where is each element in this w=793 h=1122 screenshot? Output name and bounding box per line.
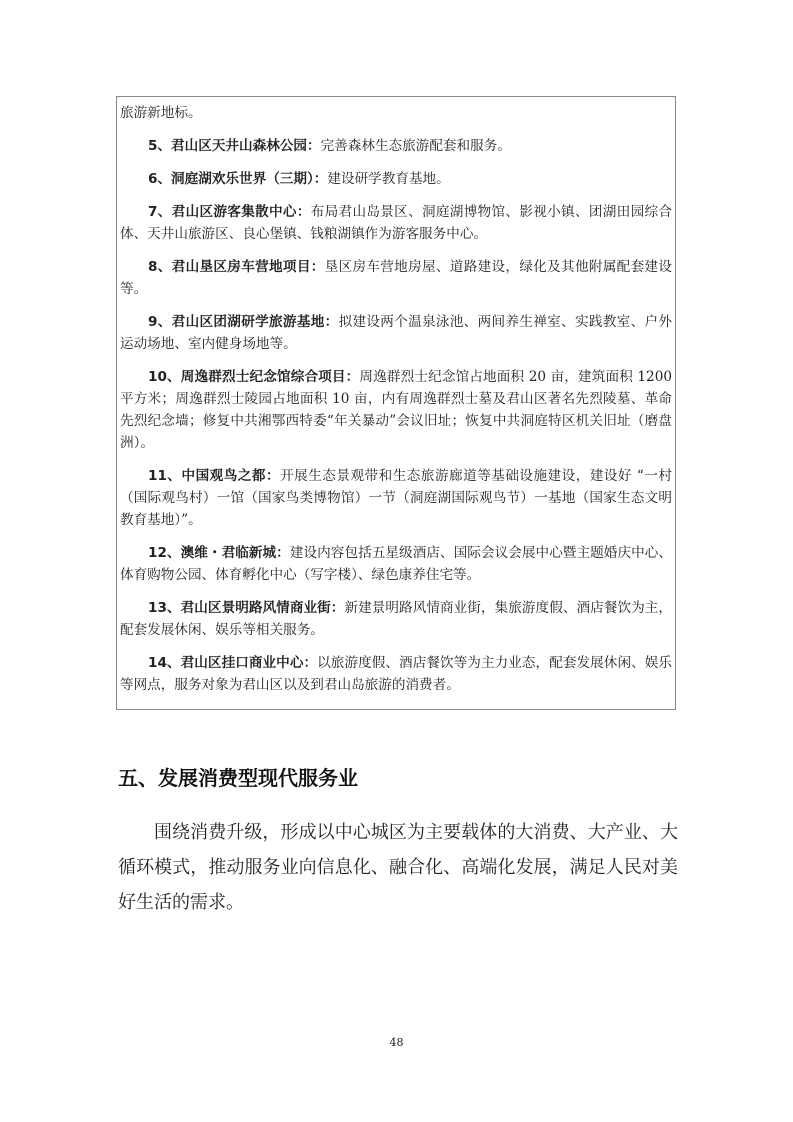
project-title: 11、中国观鸟之都： xyxy=(148,468,281,484)
project-description: 垦区房车营地房屋、道路建设，绿化及其他附属配套建设等。 xyxy=(120,259,672,297)
project-list-box xyxy=(116,96,676,710)
project-title: 12、澳维・君临新城： xyxy=(148,545,290,561)
project-description: 以旅游度假、酒店餐饮等为主力业态，配套发展休闲、娱乐等网点，服务对象为君山区以及到君山岛旅游的消费者。 xyxy=(120,655,673,693)
project-description: 开展生态景观带和生态旅游廊道等基础设施建设，建设好 “一村（国际观鸟村）一馆（国家鸟类博物馆）一节（洞庭湖国际观鸟节）一基地（国家生态文明教育基地）”。 xyxy=(120,468,672,528)
project-title: 5、君山区天井山森林公园： xyxy=(148,138,321,154)
project-description: 完善森林生态旅游配套和服务。 xyxy=(320,138,511,154)
project-title: 13、君山区景明路风情商业街： xyxy=(148,600,345,616)
project-description: 周逸群烈士纪念馆占地面积 20 亩，建筑面积 1200 平方米；周逸群烈士陵园占地面积 10 亩，内有周逸群烈士墓及君山区著名先烈陵墓、革命先烈纪念墙；修复中共湘鄂西特委“年关暴动”会议旧址；恢复中共洞庭特区机关旧址（磨盘洲）。 xyxy=(120,369,672,451)
section-heading: 五、发展消费型现代服务业 xyxy=(118,766,358,790)
project-title: 10、周逸群烈士纪念馆综合项目： xyxy=(148,369,360,385)
project-item xyxy=(120,256,672,300)
project-item xyxy=(120,542,672,586)
continuation-text: 旅游新地标。 xyxy=(120,105,202,121)
project-description: 拟建设两个温泉泳池、两间养生禅室、实践教室、户外运动场地、室内健身场地等。 xyxy=(120,314,672,352)
project-item xyxy=(120,168,672,190)
project-item xyxy=(120,311,672,355)
project-title: 8、君山垦区房车营地项目： xyxy=(148,259,325,275)
project-title: 6、洞庭湖欢乐世界（三期）： xyxy=(148,171,328,187)
project-item xyxy=(120,465,672,531)
project-item xyxy=(120,597,672,641)
project-title: 14、君山区挂口商业中心： xyxy=(148,655,318,671)
project-item xyxy=(120,135,672,157)
project-title: 7、君山区游客集散中心： xyxy=(148,204,311,220)
project-description: 新建景明路风情商业街，集旅游度假、酒店餐饮为主，配套发展休闲、娱乐等相关服务。 xyxy=(120,600,672,638)
project-item xyxy=(120,366,672,454)
project-item xyxy=(120,201,672,245)
project-title: 9、君山区团湖研学旅游基地： xyxy=(148,314,339,330)
project-description: 建设研学教育基地。 xyxy=(327,171,450,187)
section-body: 围绕消费升级，形成以中心城区为主要载体的大消费、大产业、大循环模式，推动服务业向信息化、融合化、高端化发展，满足人民对美好生活的需求。 xyxy=(118,822,678,913)
page-number: 48 xyxy=(389,1036,404,1049)
project-item xyxy=(120,652,672,696)
project-description: 布局君山岛景区、洞庭湖博物馆、影视小镇、团湖田园综合体、天井山旅游区、良心堡镇、钱粮湖镇作为游客服务中心。 xyxy=(120,204,672,242)
project-description: 建设内容包括五星级酒店、国际会议会展中心暨主题婚庆中心、体育购物公园、体育孵化中心（写字楼）、绿色康养住宅等。 xyxy=(120,545,673,583)
